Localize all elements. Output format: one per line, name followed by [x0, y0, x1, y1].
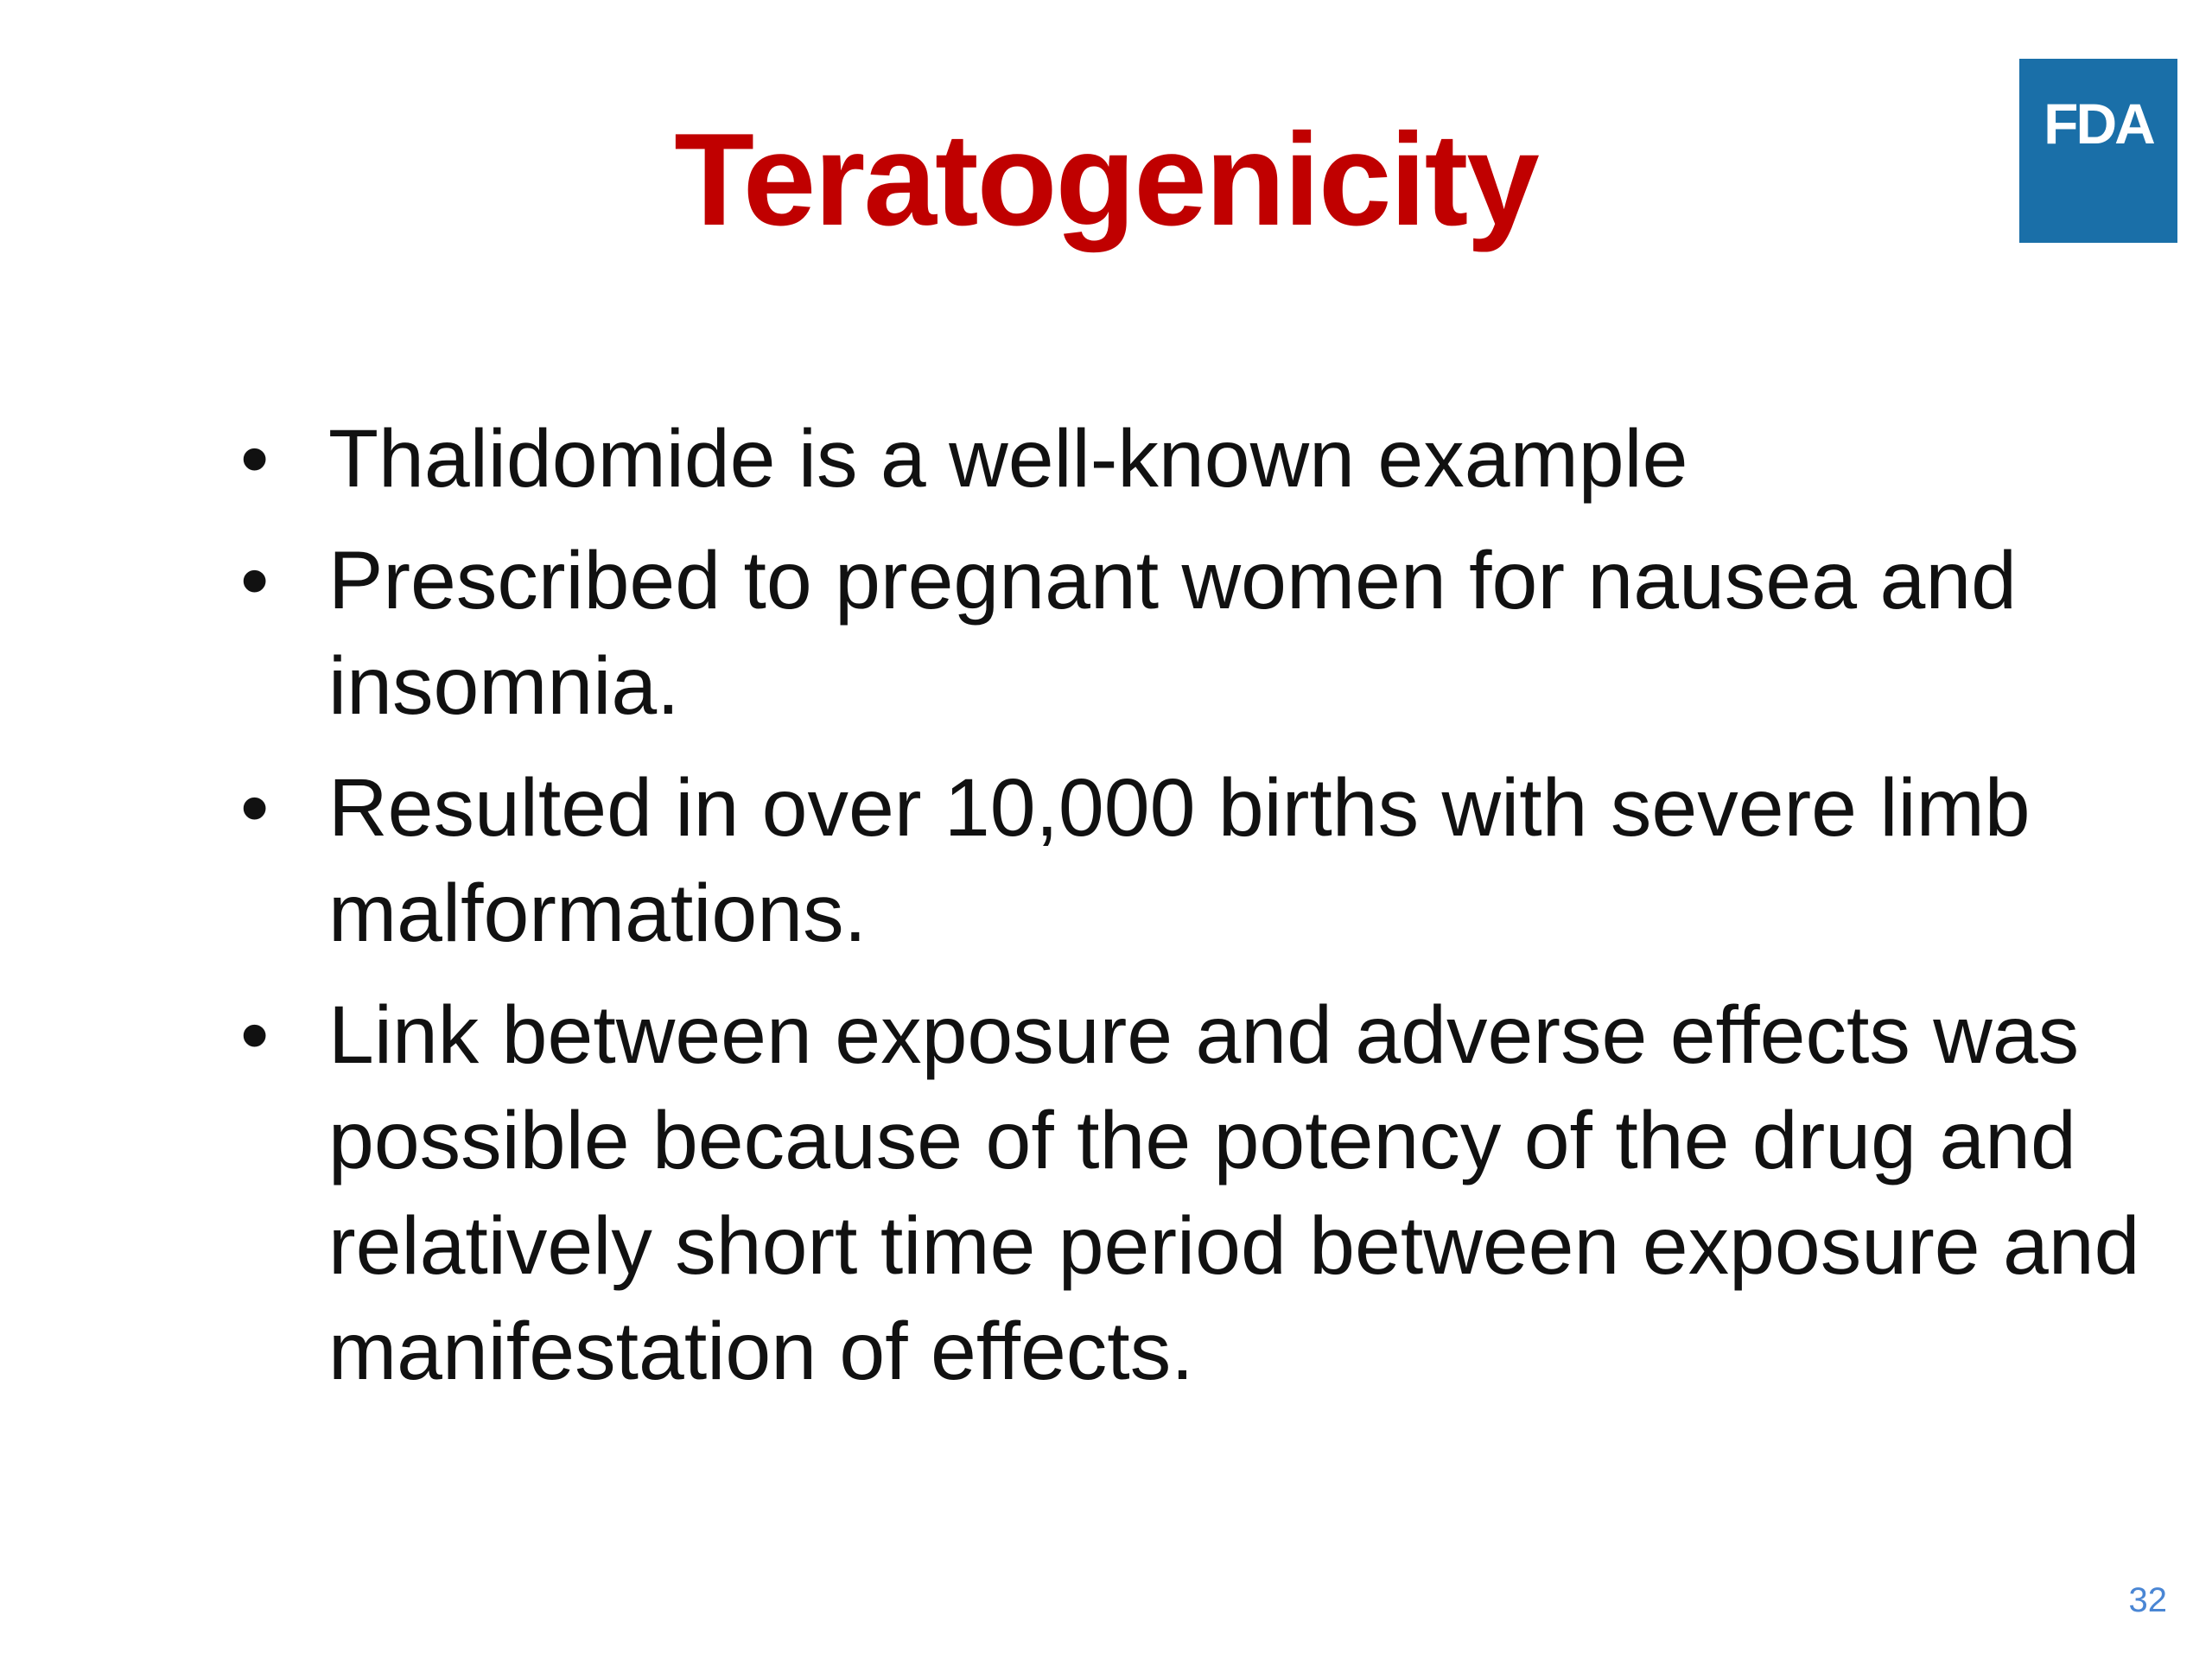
- bullet-text: Link between exposure and adverse effects was possible because of the potency of the drug and relatively short time period between exposure and manifestation of effects.: [328, 989, 2140, 1397]
- bullet-icon: •: [240, 535, 270, 626]
- fda-logo: [2019, 59, 2177, 243]
- slide-title: Teratogenicity: [674, 106, 1538, 253]
- bullet-list: [240, 406, 2176, 1421]
- bullet-text: Resulted in over 10,000 births with severe limb malformations.: [328, 762, 2031, 959]
- bullet-item: [240, 528, 2176, 739]
- bullet-icon: •: [240, 762, 270, 854]
- bullet-text: Thalidomide is a well-known example: [328, 413, 1688, 505]
- bullet-item: [240, 755, 2176, 966]
- page-number: 32: [2128, 1581, 2167, 1619]
- bullet-item: [240, 982, 2176, 1404]
- bullet-icon: •: [240, 989, 270, 1081]
- bullet-item: [240, 406, 2176, 512]
- bullet-text: Prescribed to pregnant women for nausea and insomnia.: [328, 535, 2017, 732]
- bullet-icon: •: [240, 413, 270, 505]
- fda-logo-text: FDA: [2044, 92, 2153, 156]
